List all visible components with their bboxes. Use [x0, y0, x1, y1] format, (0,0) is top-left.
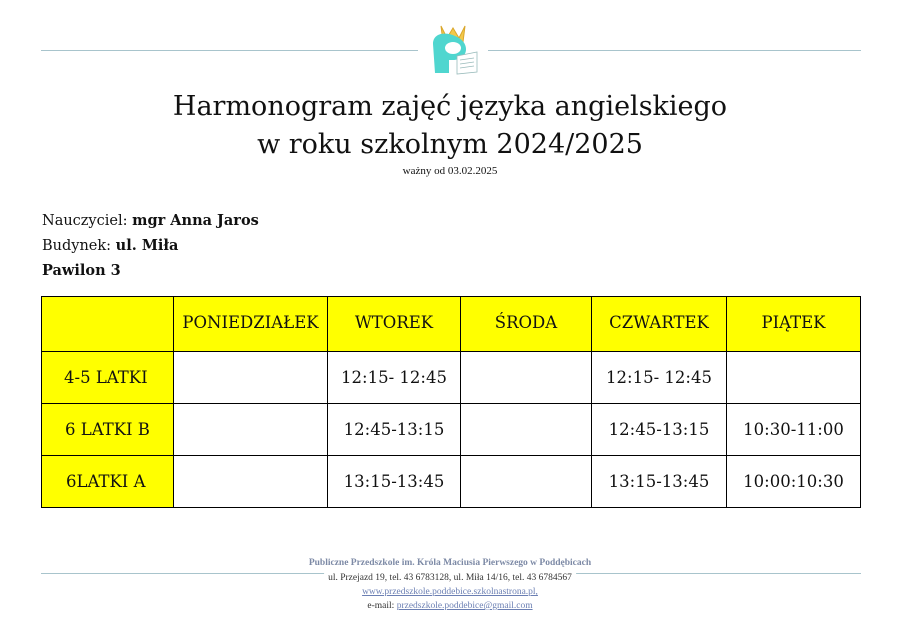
- teacher-name: mgr Anna Jaros: [132, 212, 259, 229]
- table-cell: [174, 456, 328, 508]
- footer-email-line: [0, 601, 900, 611]
- table-header-thursday: CZWARTEK: [592, 297, 727, 352]
- table-header-row: [42, 297, 861, 352]
- header-rule-left: [41, 50, 418, 51]
- table-cell: [174, 352, 328, 404]
- table-row: [42, 352, 861, 404]
- table-cell: 12:15- 12:45: [592, 352, 727, 404]
- table-cell: 13:15-13:45: [592, 456, 727, 508]
- teacher-line: [42, 212, 259, 229]
- building-line: [42, 237, 178, 254]
- table-row: [42, 404, 861, 456]
- email-label: e-mail:: [367, 601, 397, 611]
- valid-from-date: ważny od 03.02.2025: [402, 165, 498, 177]
- page-title-line2: w roku szkolnym 2024/2025: [257, 129, 643, 160]
- table-cell: 12:15- 12:45: [328, 352, 461, 404]
- building-label: Budynek:: [42, 238, 116, 254]
- footer-school-name: Publiczne Przedszkole im. Króla Maciusia Pierwszego w Poddębicach: [308, 558, 592, 568]
- footer-address: ul. Przejazd 19, tel. 43 6783128, ul. Miła 14/16, tel. 43 6784567: [324, 573, 576, 583]
- table-header-corner: [42, 297, 174, 352]
- table-header-friday: PIĄTEK: [727, 297, 861, 352]
- table-cell: [727, 352, 861, 404]
- table-row: [42, 456, 861, 508]
- schedule-table: [41, 296, 861, 508]
- table-header-tuesday: WTOREK: [328, 297, 461, 352]
- pavilion-name: Pawilon 3: [42, 262, 121, 279]
- table-cell: [174, 404, 328, 456]
- group-label: 6 LATKI B: [42, 404, 174, 456]
- group-label: 6LATKI A: [42, 456, 174, 508]
- teacher-label: Nauczyciel:: [42, 213, 133, 229]
- footer-website-line: [0, 587, 900, 597]
- table-cell: 12:45-13:15: [592, 404, 727, 456]
- pavilion-line: [42, 262, 121, 279]
- table-cell: 10:00:10:30: [727, 456, 861, 508]
- table-cell: 12:45-13:15: [328, 404, 461, 456]
- building-name: ul. Miła: [115, 237, 179, 254]
- table-header-wednesday: ŚRODA: [461, 297, 592, 352]
- table-header-monday: PONIEDZIAŁEK: [174, 297, 328, 352]
- header-rule-right: [488, 50, 861, 51]
- email-link[interactable]: przedszkole.poddebice@gmail.com: [396, 601, 533, 611]
- table-cell: 13:15-13:45: [328, 456, 461, 508]
- page-title-line1: Harmonogram zajęć języka angielskiego: [172, 91, 728, 122]
- table-cell: 10:30-11:00: [727, 404, 861, 456]
- table-cell: [461, 404, 592, 456]
- table-cell: [461, 456, 592, 508]
- table-cell: [461, 352, 592, 404]
- group-label: 4-5 LATKI: [42, 352, 174, 404]
- preschool-logo-icon: [423, 16, 483, 76]
- website-link[interactable]: www.przedszkole.poddebice.szkolnastrona.pl,: [362, 587, 538, 597]
